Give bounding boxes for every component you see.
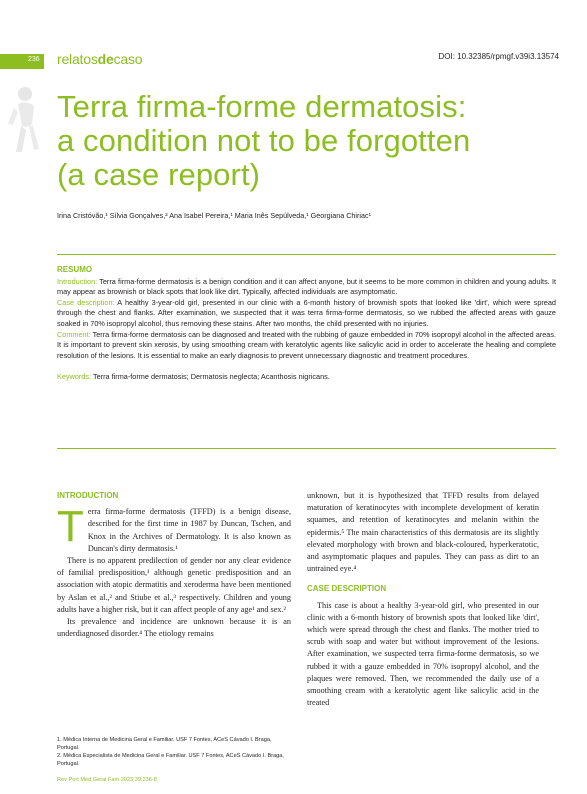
abstract-label: Case description: xyxy=(57,297,115,307)
abstract-keywords xyxy=(57,372,556,383)
footnote: 2. Médica Especialista de Medicina Geral e Familiar. USF 7 Fontes, ACeS Cávado I. Braga, Portugal. xyxy=(57,753,284,767)
drop-cap: T xyxy=(57,502,84,552)
keywords-text: Terra firma-forme dermatosis; Dermatosis neglecta; Acanthosis nigricans. xyxy=(91,372,330,382)
title-line: Terra firma-forme dermatosis: xyxy=(57,89,467,124)
abstract-heading: RESUMO xyxy=(57,265,93,274)
doi-link[interactable]: DOI: 10.32385/rpmgf.v39i3.13574 xyxy=(438,52,559,61)
abstract-box xyxy=(57,265,556,383)
abstract-bottom-rule xyxy=(57,448,556,449)
page-number: 236 xyxy=(28,56,40,63)
paragraph-text: erra firma-forme dermatosis (TFFD) is a benign disease, described for the first time in 1987 by Duncan, Tschen, and Knox in the Archives of Dermatology. It is also known as Duncan's dirty dermatosis.¹ xyxy=(87,507,291,553)
title-line: a condition not to be forgotten xyxy=(57,123,471,158)
body-paragraph: There is no apparent predilection of gender nor any clear evidence of familial predisposition,¹ although genetic predisposition and an association with atopic dermatitis and xeroderma have been mentioned by Aslan et al.,² and Stiube et al.,³ respectively. Children and young adults have a higher risk, but it can affect people of any age¹ and sex.² xyxy=(57,556,291,614)
abstract-text: Terra firma-forme dermatosis is a benign condition and it can affect anyone, but it seems to be more common in children and young adults. It may appear as brownish or black spots that look like dirt. Typically, affected individuals are asymptomatic. xyxy=(57,276,556,297)
body-paragraph: Its prevalence and incidence are unknown because it is an underdiagnosed disorder.⁴ The etiology remains xyxy=(57,617,291,639)
author-list: Irina Cristóvão,¹ Sílvia Gonçalves,² Ana Isabel Pereira,¹ Maria Inês Sepúlveda,¹ Georgiana Chiriac¹ xyxy=(57,211,371,220)
section-brand-part-3: caso xyxy=(113,51,143,67)
section-brand-part-1: relatos xyxy=(57,51,98,67)
keywords-label: Keywords: xyxy=(57,372,92,382)
body-paragraph: unknown, but it is hypothesized that TFFD results from delayed maturation of keratinocytes with incomplete development of keratin squames, and retention of keratinocytes and melanin within the epidermis.⁵ The main characteristics of this dermatosis are its slightly elevated morphology with brown and black-coloured, hyperkeratotic, and asymptomatic plaques and papules. They can pass as dirt to an untrained eye.⁴ xyxy=(307,491,539,574)
abstract-label: Introduction: xyxy=(57,276,98,286)
title-line: (a case report) xyxy=(57,157,261,192)
body-paragraph xyxy=(57,502,291,555)
section-brand xyxy=(57,51,142,67)
abstract-text: Terra firma-forme dermatosis can be diagnosed and treated with the rubbing of gauze embedded in 70% isopropyl alcohol in the affected areas. It is important to prevent skin xerosis, by using smoothing cream with keratolytic agents like salicylic acid in order to accelerate the healing and complete resolution of the lesions. It is essential to make an early diagnosis to prevent unnecessary diagnostic and treatment procedures. xyxy=(57,329,556,360)
section-brand-part-2: de xyxy=(97,51,114,67)
body-paragraph: This case is about a healthy 3-year-old girl, who presented in our clinic with a 6-month history of brownish spots that looked like 'dirt', which were spread through the chest and flanks. The mother tried to scrub with soap and water but without improvement of the lesions. After examination, we suspected terra firma-forme dermatosis, so we rubbed it with a gauze embedded in 70% isopropyl alcohol, and the plaques were removed. Then, we recommended the daily use of a smoothing cream with a keratolytic agent like salicylic acid in the treated xyxy=(307,600,539,708)
decorative-figure-icon xyxy=(4,84,44,156)
abstract-top-rule xyxy=(57,254,556,255)
footnote: 1. Médica Interna de Medicina Geral e Familiar. USF 7 Fontes, ACeS Cávado I. Braga, Portugal. xyxy=(57,737,272,751)
right-column xyxy=(307,490,539,709)
page-footer: Rev Port Med Geral Fam 2023;39:236-8 xyxy=(57,777,157,783)
article-title xyxy=(57,90,557,192)
footnotes xyxy=(57,736,291,768)
abstract-comment xyxy=(57,330,556,362)
section-heading-case-description: CASE DESCRIPTION xyxy=(307,584,387,594)
left-column xyxy=(57,490,291,640)
abstract-introduction xyxy=(57,277,556,298)
abstract-label: Comment: xyxy=(57,329,91,339)
section-heading-introduction: INTRODUCTION xyxy=(57,491,119,500)
abstract-case-description xyxy=(57,298,556,330)
abstract-text: A healthy 3-year-old girl, presented in our clinic with a 6-month history of brownish spots that looked like 'dirt', which were spread through the chest and flanks. After examination, we suspected that it was terra firma-forme dermatosis, so we rubbed the affected areas with gauze soaked in 70% isopropyl alcohol, thus removing these stains. After two months, the child presented with no injuries. xyxy=(57,297,556,328)
